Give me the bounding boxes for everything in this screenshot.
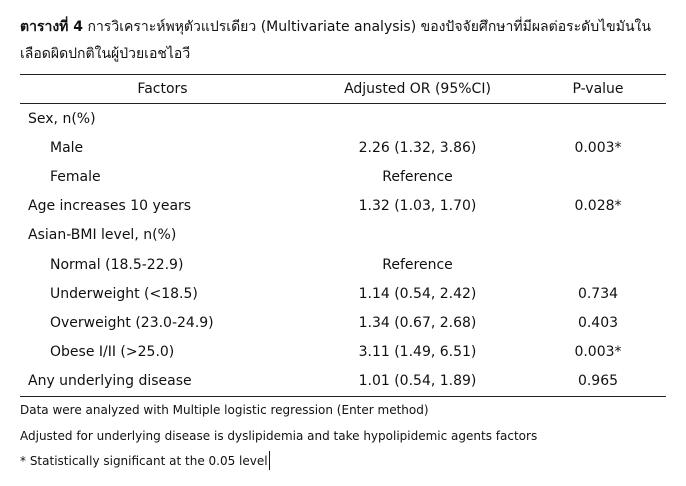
adjusted-or-cell <box>305 221 530 250</box>
factor-cell: Obese I/II (>25.0) <box>50 344 175 361</box>
table-caption <box>20 14 670 68</box>
table-row <box>20 192 666 221</box>
factor-cell: Underweight (<18.5) <box>50 285 198 302</box>
table-row <box>20 308 666 337</box>
p-value-cell <box>530 221 666 250</box>
factor-cell: Female <box>50 168 101 185</box>
factor-cell: Sex, n(%) <box>28 110 96 127</box>
p-value-cell <box>530 162 666 191</box>
header-p-value: P-value <box>572 81 624 97</box>
adjusted-or-cell: 1.01 (0.54, 1.89) <box>358 373 477 390</box>
table-notes <box>20 400 670 477</box>
adjusted-or-cell: 3.11 (1.49, 6.51) <box>358 344 477 361</box>
p-value-cell: 0.734 <box>577 285 619 302</box>
factor-cell: Male <box>50 139 84 156</box>
note-adjustment: Adjusted for underlying disease is dyslipidemia and take hypolipidemic agents factors <box>20 428 538 443</box>
factor-cell: Age increases 10 years <box>28 198 192 215</box>
p-value-cell: 0.003* <box>574 344 622 361</box>
table-body <box>20 104 666 397</box>
table-row <box>20 250 666 279</box>
table-row <box>20 133 666 162</box>
p-value-cell: 0.003* <box>574 139 622 156</box>
table-row <box>20 338 666 367</box>
p-value-cell: 0.965 <box>577 373 619 390</box>
table-number: ตารางที่ 4 <box>20 19 84 35</box>
results-table <box>20 74 666 397</box>
factor-cell: Any underlying disease <box>28 373 192 390</box>
adjusted-or-cell: 1.14 (0.54, 2.42) <box>358 285 477 302</box>
p-value-cell <box>530 104 666 133</box>
adjusted-or-cell: Reference <box>382 256 453 273</box>
note-method: Data were analyzed with Multiple logistic regression (Enter method) <box>20 403 429 417</box>
table-row <box>20 367 666 397</box>
text-cursor <box>269 451 270 470</box>
note-significance-text: * Statistically significant at the 0.05 level <box>20 454 268 468</box>
factor-cell: Normal (18.5-22.9) <box>50 256 184 273</box>
header-adjusted-or: Adjusted OR (95%CI) <box>344 81 491 97</box>
factor-cell: Overweight (23.0-24.9) <box>50 314 214 331</box>
adjusted-or-cell <box>305 104 530 133</box>
factor-cell: Asian-BMI level, n(%) <box>28 227 177 244</box>
adjusted-or-cell: 2.26 (1.32, 3.86) <box>358 139 477 156</box>
table-row <box>20 162 666 191</box>
adjusted-or-cell: Reference <box>382 168 453 185</box>
adjusted-or-cell: 1.34 (0.67, 2.68) <box>358 314 477 331</box>
p-value-cell: 0.403 <box>577 314 619 331</box>
note-significance[interactable] <box>20 451 670 477</box>
p-value-cell <box>530 250 666 279</box>
adjusted-or-cell: 1.32 (1.03, 1.70) <box>358 198 477 215</box>
table-row <box>20 104 666 133</box>
header-factors: Factors <box>137 81 188 97</box>
table-title: การวิเคราะห์พหุตัวแปรเดียว (Multivariate analysis) ของปัจจัยศึกษาที่มีผลต่อระดับไขมันในเลือดผิดปกติในผู้ป่วยเอชไอวี <box>20 19 651 62</box>
table-row <box>20 221 666 250</box>
p-value-cell: 0.028* <box>574 198 622 215</box>
table-row <box>20 279 666 308</box>
table-header-row <box>20 75 666 104</box>
